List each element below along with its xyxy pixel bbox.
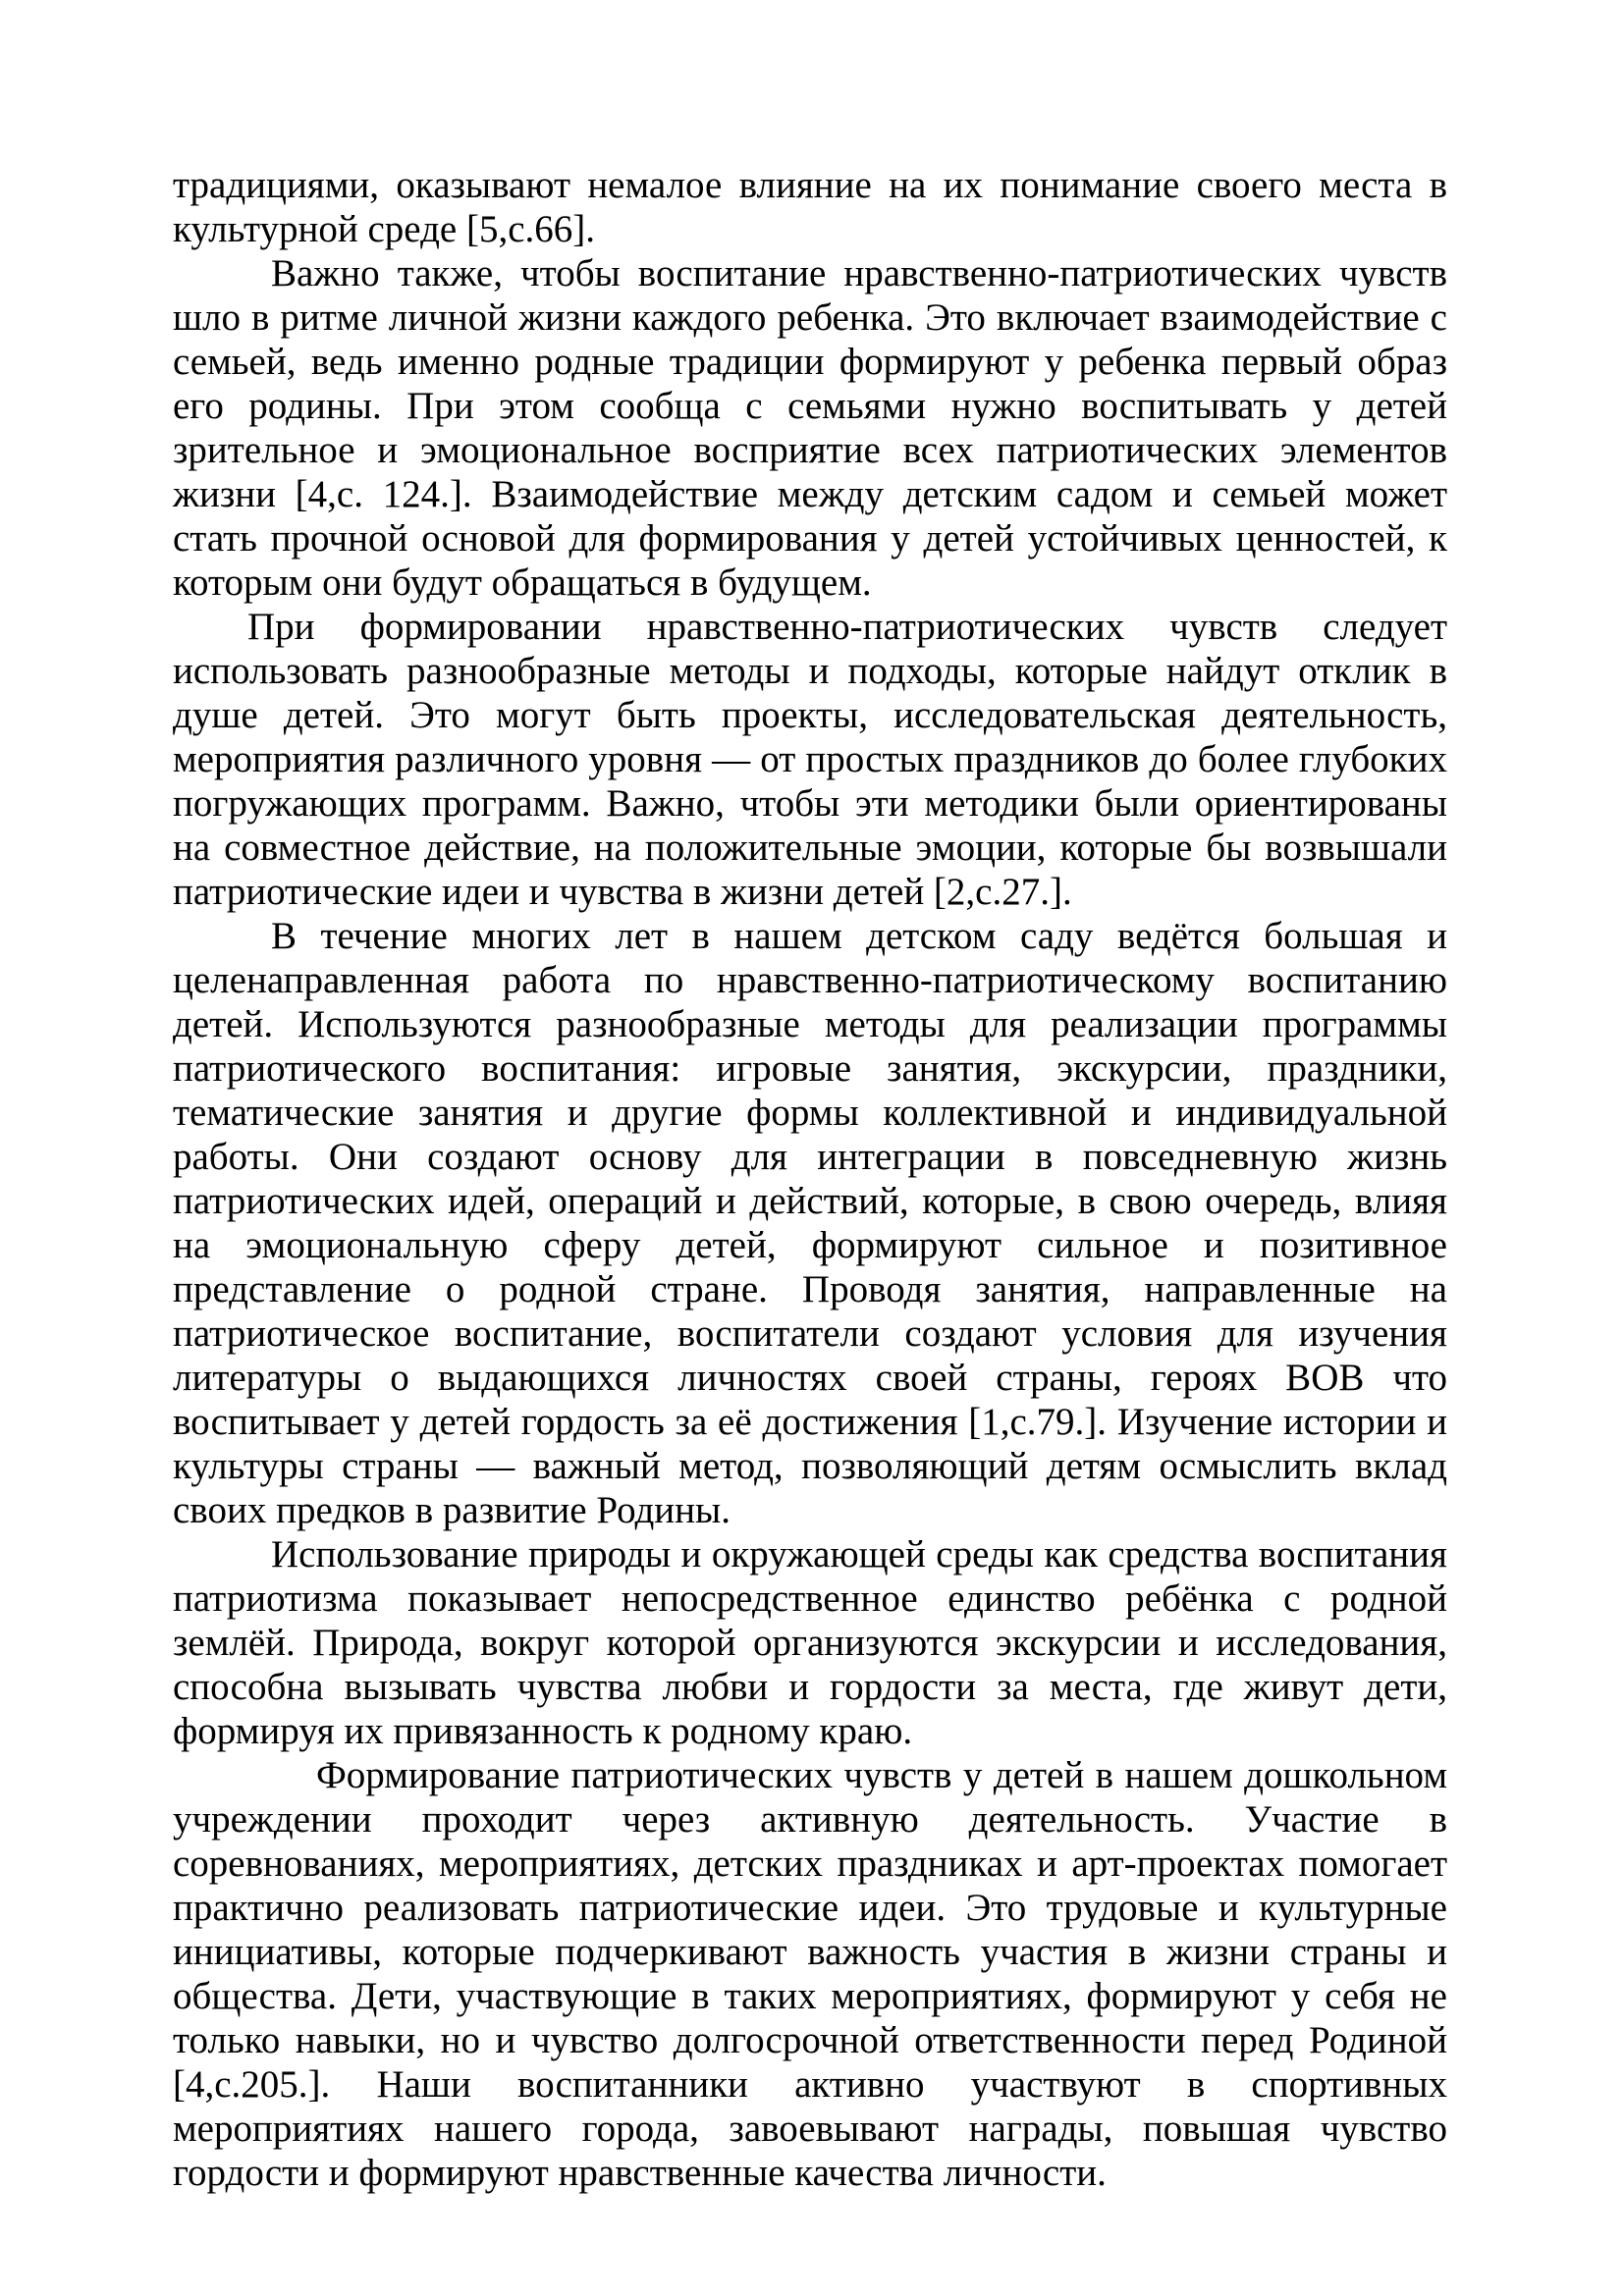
- paragraph-2: Важно также, чтобы воспитание нравственно-патриотических чувств шло в ритме личной жизни каждого ребенка. Это включает взаимодействие с семьей, ведь именно родные традиции формируют у ребенка первый образ его родины. При этом сообща с семьями нужно воспитывать у детей зрительное и эмоциональное восприятие всех патриотических элементов жизни [4,с. 124.]. Взаимодействие между детским садом и семьей может стать прочной основой для формирования у детей устойчивых ценностей, к которым они будут обращаться в будущем.: [173, 252, 1447, 604]
- paragraph-5: Использование природы и окружающей среды как средства воспитания патриотизма показывает непосредственное единство ребёнка с родной землёй. Природа, вокруг которой организуются экскурсии и исследования, способна вызывать чувства любви и гордости за места, где живут дети, формируя их привязанность к родному краю.: [173, 1533, 1447, 1752]
- paragraph-6: Формирование патриотических чувств у детей в нашем дошкольном учреждении проходит через активную деятельность. Участие в соревнованиях, мероприятиях, детских праздниках и арт-проектах помогает практично реализовать патриотические идеи. Это трудовые и культурные инициативы, которые подчеркивают важность участия в жизни страны и общества. Дети, участвующие в таких мероприятиях, формируют у себя не только навыки, но и чувство долгосрочной ответственности перед Родиной [4,с.205.]. Наши воспитанники активно участвуют в спортивных мероприятиях нашего города, завоевывают награды, повышая чувство гордости и формируют нравственные качества личности.: [173, 1754, 1447, 2194]
- paragraph-1: традициями, оказывают немалое влияние на их понимание своего места в культурной среде [5,с.66].: [173, 164, 1447, 250]
- text-block: [173, 163, 1447, 2195]
- paragraph-4: В течение многих лет в нашем детском саду ведётся большая и целенаправленная работа по нравственно-патриотическому воспитанию детей. Используются разнообразные методы для реализации программы патриотического воспитания: игровые занятия, экскурсии, праздники, тематические занятия и другие формы коллективной и индивидуальной работы. Они создают основу для интеграции в повседневную жизнь патриотических идей, операций и действий, которые, в свою очередь, влияя на эмоциональную сферу детей, формируют сильное и позитивное представление о родной стране. Проводя занятия, направленные на патриотическое воспитание, воспитатели создают условия для изучения литературы о выдающихся личностях своей страны, героях ВОВ что воспитывает у детей гордость за её достижения [1,с.79.]. Изучение истории и культуры страны — важный метод, позволяющий детям осмыслить вклад своих предков в развитие Родины.: [173, 915, 1447, 1531]
- paragraph-3: При формировании нравственно-патриотических чувств следует использовать разнообразные методы и подходы, которые найдут отклик в душе детей. Это могут быть проекты, исследовательская деятельность, мероприятия различного уровня — от простых праздников до более глубоких погружающих программ. Важно, чтобы эти методики были ориентированы на совместное действие, на положительные эмоции, которые бы возвышали патриотические идеи и чувства в жизни детей [2,с.27.].: [173, 606, 1447, 913]
